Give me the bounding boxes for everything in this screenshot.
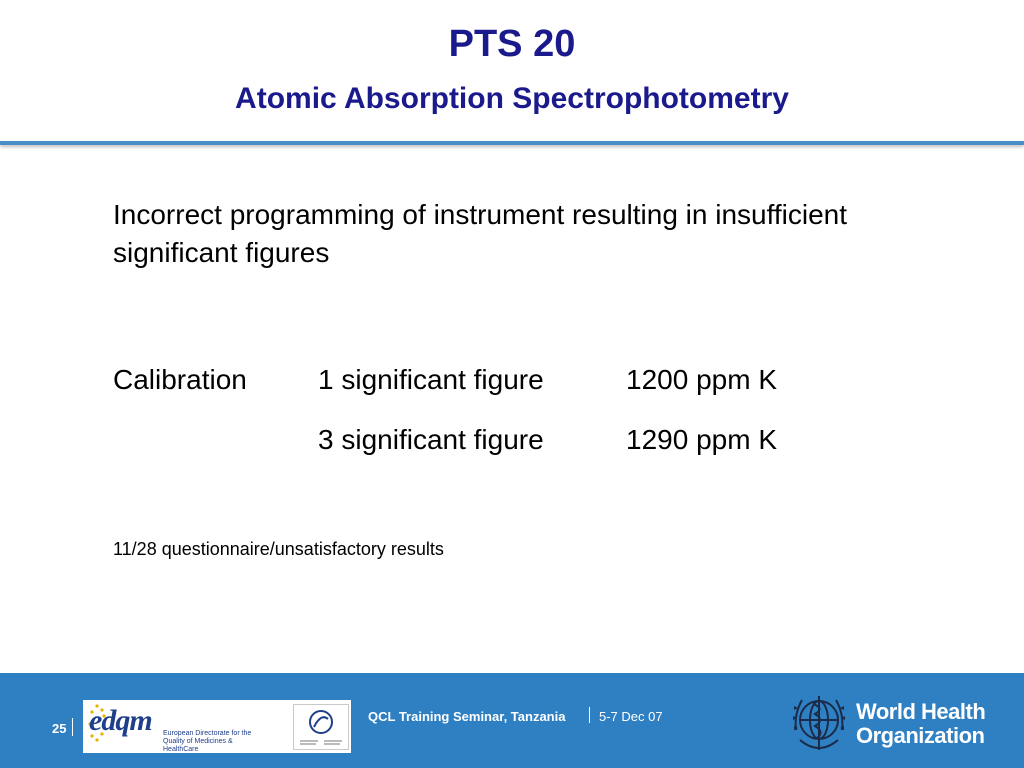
calibration-figures-2: 3 significant figure (318, 424, 544, 455)
edqm-logo (83, 700, 351, 753)
calibration-value-2: 1290 ppm K (626, 424, 777, 455)
edqm-tagline: European Directorate for the Quality of Medicines & HealthCare (163, 730, 252, 753)
who-name-line2: Organization (856, 723, 985, 748)
body-paragraph: Incorrect programming of instrument resulting in insufficient significant figures (113, 199, 848, 268)
who-emblem-icon (788, 690, 850, 758)
slide-title: PTS 20 (448, 23, 576, 65)
page-number: 25 (52, 721, 67, 736)
seminar-separator (589, 707, 590, 723)
questionnaire-note: 11/28 questionnaire/unsatisfactory results (113, 539, 444, 559)
calibration-value-1: 1200 ppm K (626, 364, 777, 395)
seminar-title: QCL Training Seminar, Tanzania (368, 709, 566, 724)
who-name (856, 700, 985, 748)
council-of-europe-logo (293, 704, 349, 750)
calibration-figures-1: 1 significant figure (318, 364, 544, 395)
calibration-label: Calibration (113, 364, 247, 395)
page-number-separator (72, 718, 73, 736)
slide-subtitle: Atomic Absorption Spectrophotometry (235, 82, 789, 115)
title-divider (0, 141, 1024, 145)
edqm-wordmark: edqm (89, 704, 152, 737)
seminar-dates: 5-7 Dec 07 (599, 709, 663, 724)
who-name-line1: World Health (856, 699, 986, 724)
